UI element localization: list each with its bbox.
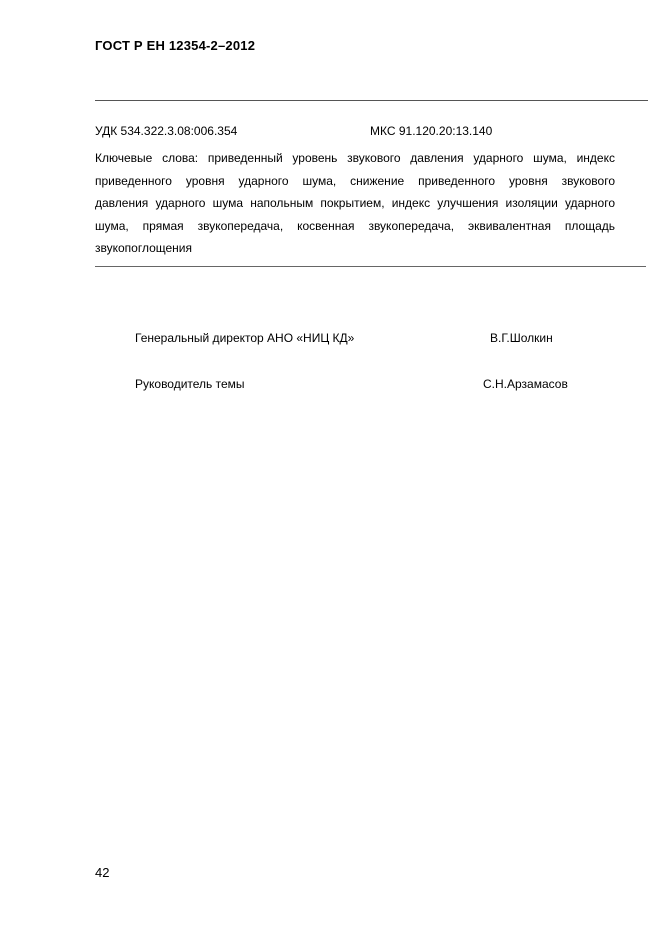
document-code-header: ГОСТ Р ЕН 12354-2–2012 [95, 38, 256, 53]
signature-name: В.Г.Шолкин [490, 331, 553, 345]
signature-title: Генеральный директор АНО «НИЦ КД» [135, 331, 355, 345]
udk-code: УДК 534.322.3.08:006.354 [95, 124, 238, 138]
signature-title: Руководитель темы [135, 377, 245, 391]
mks-code: МКС 91.120.20:13.140 [370, 124, 493, 138]
page-number: 42 [95, 865, 110, 880]
top-divider [95, 100, 648, 101]
bottom-divider [95, 266, 646, 267]
signature-name: С.Н.Арзамасов [483, 377, 568, 391]
keywords-paragraph: Ключевые слова: приведенный уровень звукового давления ударного шума, индекс приведенного уровня ударного шума, снижение приведенного уровня звукового давления ударного шума напольным покрытием, индекс улучшения изоляции ударного шума, прямая звукопередача, косвенная звукопередача, эквивалентная площадь звукопоглощения [95, 151, 615, 255]
